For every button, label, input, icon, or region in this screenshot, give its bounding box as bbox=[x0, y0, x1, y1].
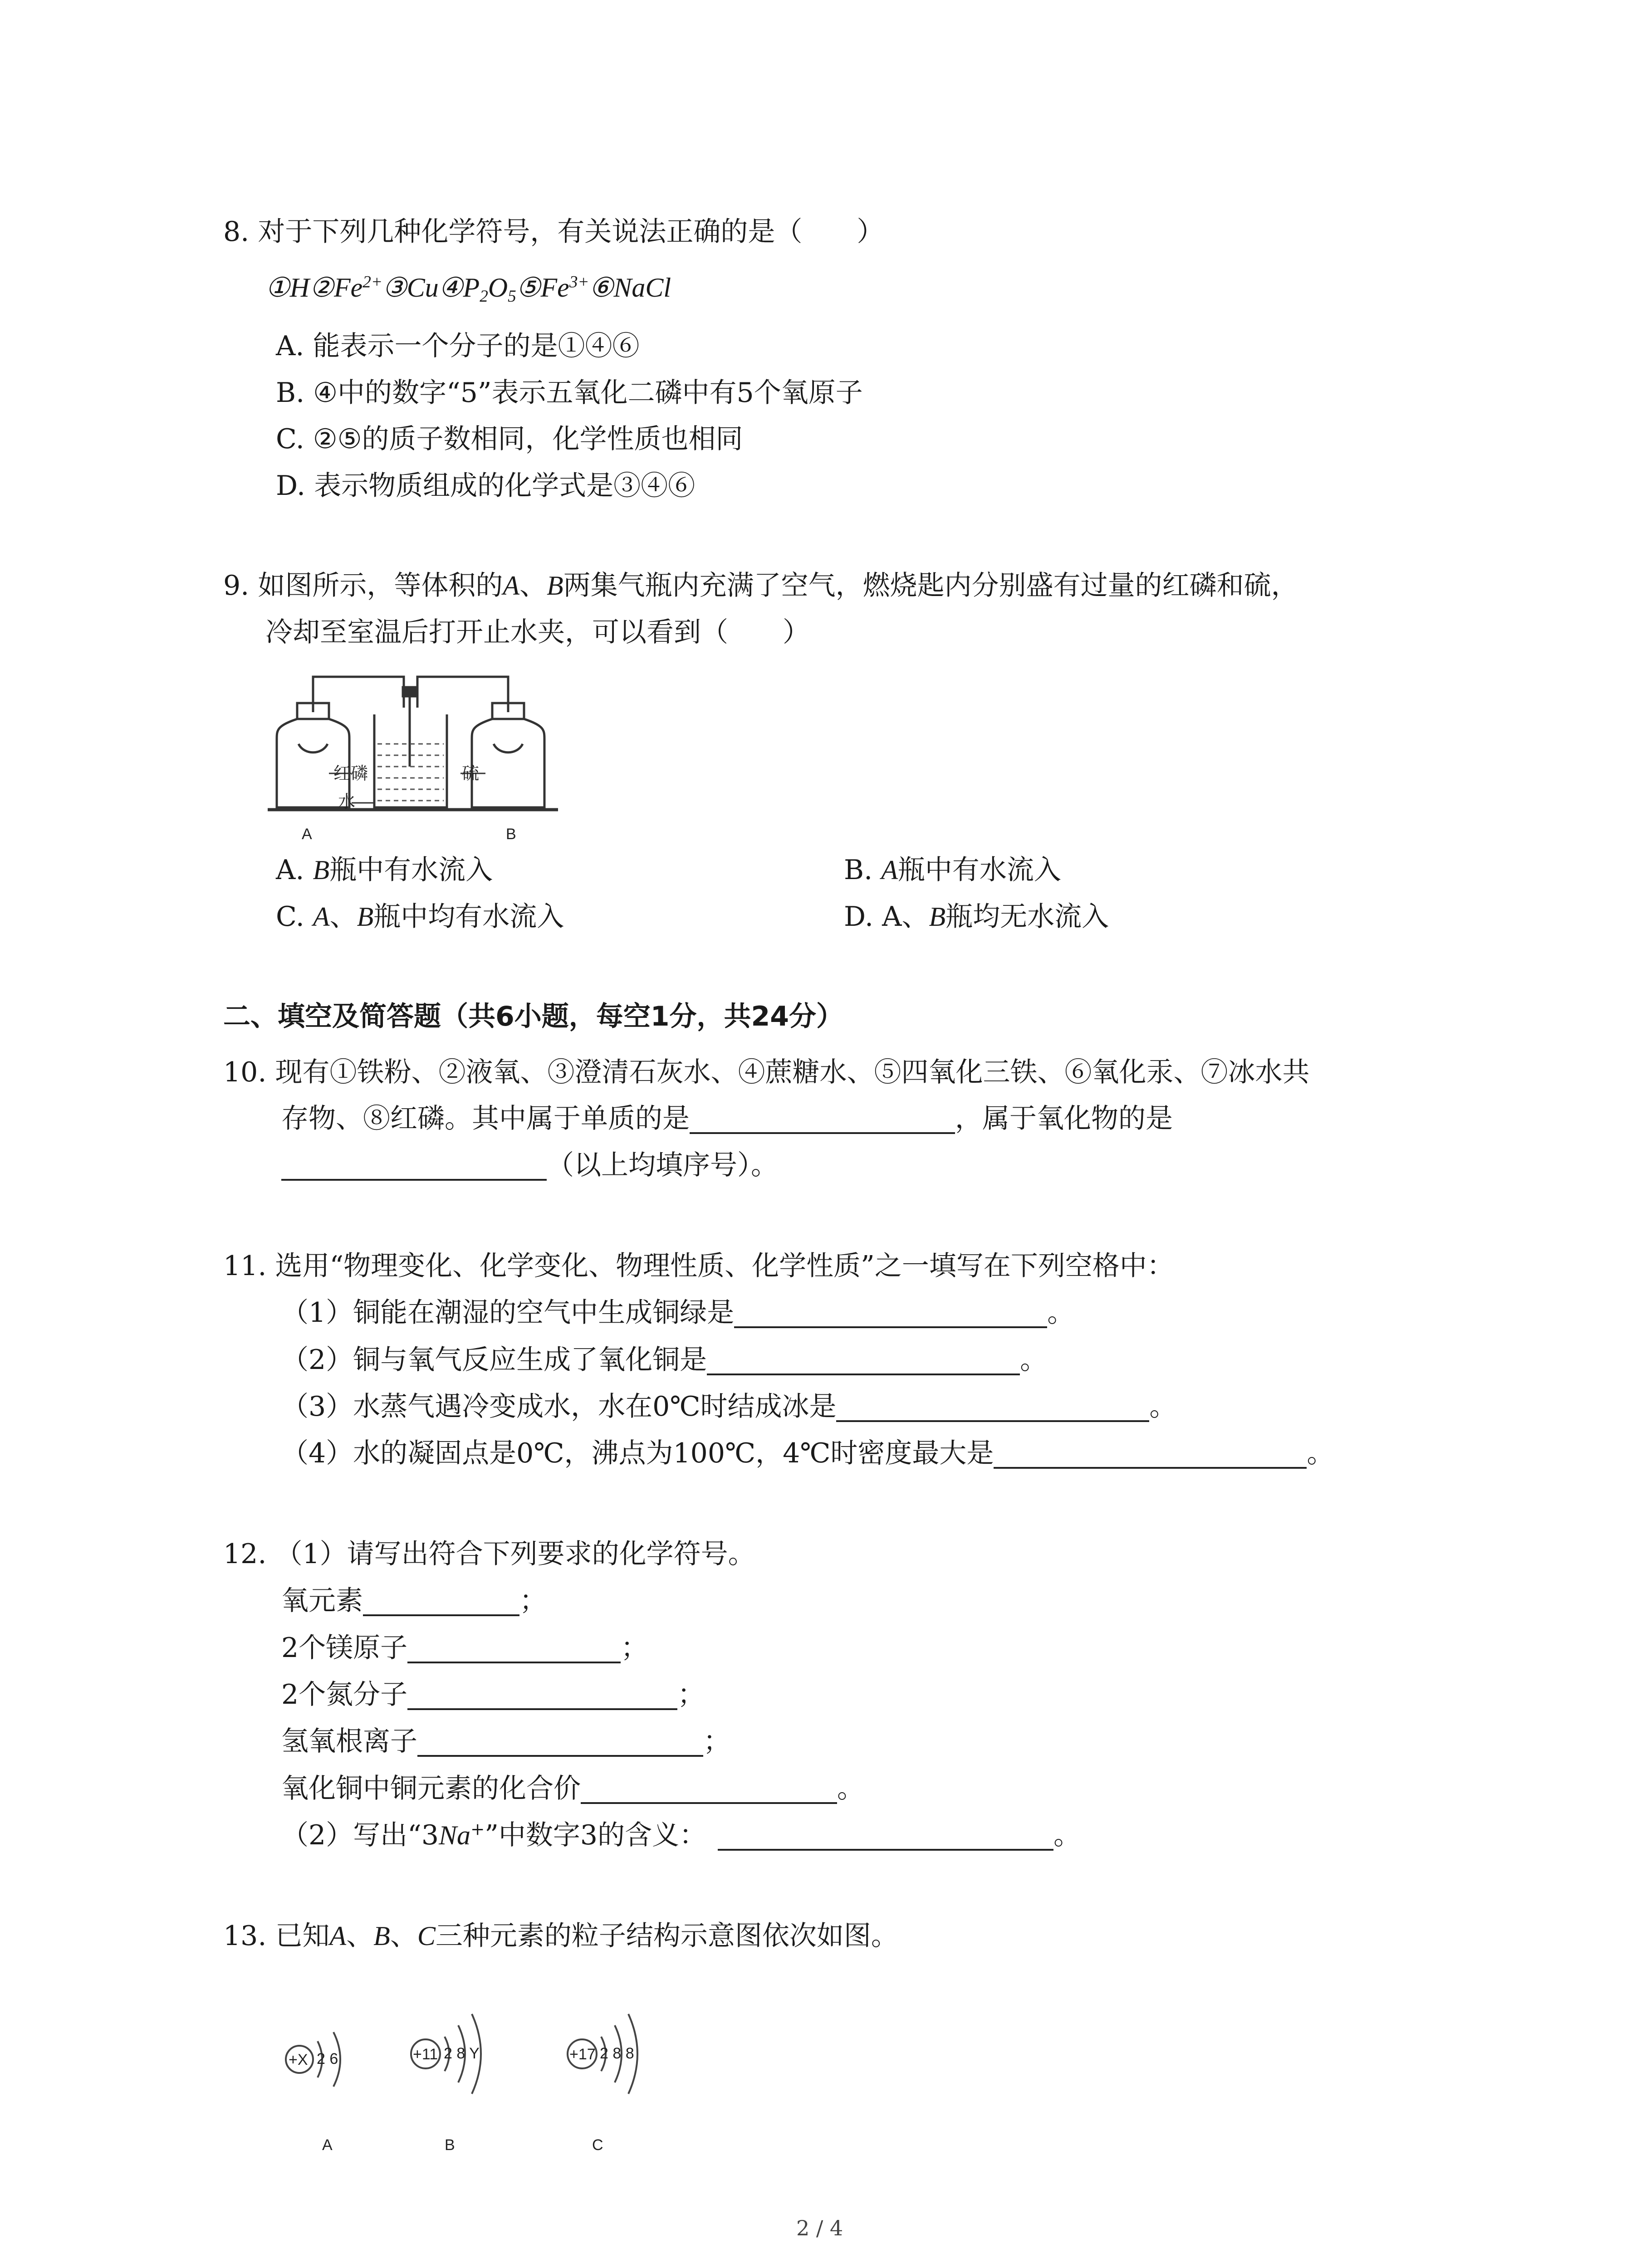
q10-line1: 10. 现有①铁粉、②液氧、③澄清石灰水、④蔗糖水、⑤四氧化三铁、⑥氧化汞、⑦冰水共 bbox=[223, 1056, 1310, 1088]
atom-b-label: B bbox=[445, 2136, 455, 2154]
q13-stem: 13. 已知A、B、C三种元素的粒子结构示意图依次如图。 bbox=[223, 1920, 898, 1952]
q10-blank-elements[interactable] bbox=[690, 1104, 955, 1134]
atom-b-shells: 2 8 Y bbox=[444, 2045, 480, 2062]
q12-item-hydroxide-ion: 氢氧根离子 ； bbox=[281, 1725, 730, 1757]
q11-blank-3[interactable] bbox=[836, 1392, 1149, 1422]
q10-line3: （以上均填序号）。 bbox=[281, 1149, 778, 1182]
q11-stem: 11. 选用“物理变化、化学变化、物理性质、化学性质”之一填写在下列空格中： bbox=[223, 1250, 1174, 1282]
atom-c-shells: 2 8 8 bbox=[600, 2045, 634, 2062]
atom-a-shells: 2 6 bbox=[317, 2050, 338, 2068]
q11-blank-2[interactable] bbox=[707, 1345, 1020, 1375]
label-bottle-b: B bbox=[506, 826, 516, 843]
q9-stem-line2: 冷却至室温后打开止水夹，可以看到（ ） bbox=[265, 616, 810, 648]
q10-line2: 存物、⑧红磷。其中属于单质的是 ，属于氧化物的是 bbox=[281, 1103, 1173, 1134]
q8-option-c: C. ②⑤的质子数相同，化学性质也相同 bbox=[276, 423, 743, 455]
section-2-title: 二、填空及简答题（共6小题，每空1分，共24分） bbox=[223, 1001, 843, 1032]
q12-blank-4[interactable] bbox=[417, 1727, 703, 1757]
q12-item-nitrogen-molecules: 2个氮分子 ； bbox=[281, 1679, 705, 1711]
label-water: 水 bbox=[338, 792, 356, 811]
q12-part2: （2）写出“3Na+”中数字3的含义： 。 bbox=[281, 1819, 1081, 1851]
label-sulfur: 硫 bbox=[462, 764, 480, 783]
q9-stem-line1: 9. 如图所示，等体积的A、B两集气瓶内充满了空气，燃烧匙内分别盛有过量的红磷和硫， bbox=[223, 570, 1298, 601]
q13-atomic-structure-figure bbox=[272, 1996, 708, 2168]
atom-c-nucleus: +17 bbox=[569, 2046, 596, 2063]
q11-blank-1[interactable] bbox=[734, 1298, 1047, 1328]
q8-stem: 8. 对于下列几种化学符号，有关说法正确的是（ ） bbox=[223, 216, 884, 248]
q12-blank-2[interactable] bbox=[407, 1633, 621, 1663]
q10-blank-oxides[interactable] bbox=[281, 1151, 547, 1181]
q12-blank-3[interactable] bbox=[407, 1680, 677, 1710]
atom-c-label: C bbox=[592, 2136, 603, 2154]
q9-option-d: D. A、B瓶均无水流入 bbox=[844, 901, 1109, 933]
q9-option-a: A. B瓶中有水流入 bbox=[276, 854, 493, 886]
q9-option-b: B. A瓶中有水流入 bbox=[844, 854, 1061, 886]
q8-option-d: D. 表示物质组成的化学式是③④⑥ bbox=[276, 470, 696, 502]
page-number: 2 / 4 bbox=[796, 2216, 843, 2240]
q11-item-4: （4）水的凝固点是0℃，沸点为100℃，4℃时密度最大是 。 bbox=[281, 1437, 1334, 1469]
q12-item-oxygen-element: 氧元素 ； bbox=[281, 1585, 547, 1617]
q9-apparatus-figure bbox=[259, 671, 576, 853]
q12-blank-5[interactable] bbox=[581, 1774, 837, 1804]
q12-blank-6[interactable] bbox=[718, 1821, 1053, 1851]
q12-stem: 12. （1）请写出符合下列要求的化学符号。 bbox=[223, 1538, 755, 1570]
q11-item-2: （2）铜与氧气反应生成了氧化铜是 。 bbox=[281, 1344, 1048, 1376]
q11-item-1: （1）铜能在潮湿的空气中生成铜绿是 。 bbox=[281, 1297, 1075, 1329]
q12-item-copper-valence: 氧化铜中铜元素的化合价 。 bbox=[281, 1773, 864, 1804]
q8-option-b: B. ④中的数字“5”表示五氧化二磷中有5个氧原子 bbox=[276, 377, 863, 409]
atom-a-nucleus: +X bbox=[289, 2051, 308, 2068]
q12-item-magnesium-atoms: 2个镁原子 ； bbox=[281, 1632, 648, 1664]
q12-blank-1[interactable] bbox=[363, 1586, 519, 1616]
q9-option-c: C. A、B瓶中均有水流入 bbox=[276, 901, 564, 933]
atom-b-nucleus: +11 bbox=[413, 2046, 438, 2063]
q8-symbols: $①H②Fe^{2+}③Cu④P_2O_5⑤Fe^{3+}⑥NaCl$ bbox=[265, 273, 671, 306]
atom-a-label: A bbox=[322, 2136, 333, 2154]
q11-blank-4[interactable] bbox=[994, 1439, 1307, 1469]
q8-option-a: A. 能表示一个分子的是①④⑥ bbox=[276, 330, 640, 362]
q11-item-3: （3）水蒸气遇冷变成水，水在0℃时结成冰是 。 bbox=[281, 1391, 1177, 1422]
label-bottle-a: A bbox=[302, 826, 312, 843]
label-phosphorus: 红磷 bbox=[333, 764, 368, 783]
